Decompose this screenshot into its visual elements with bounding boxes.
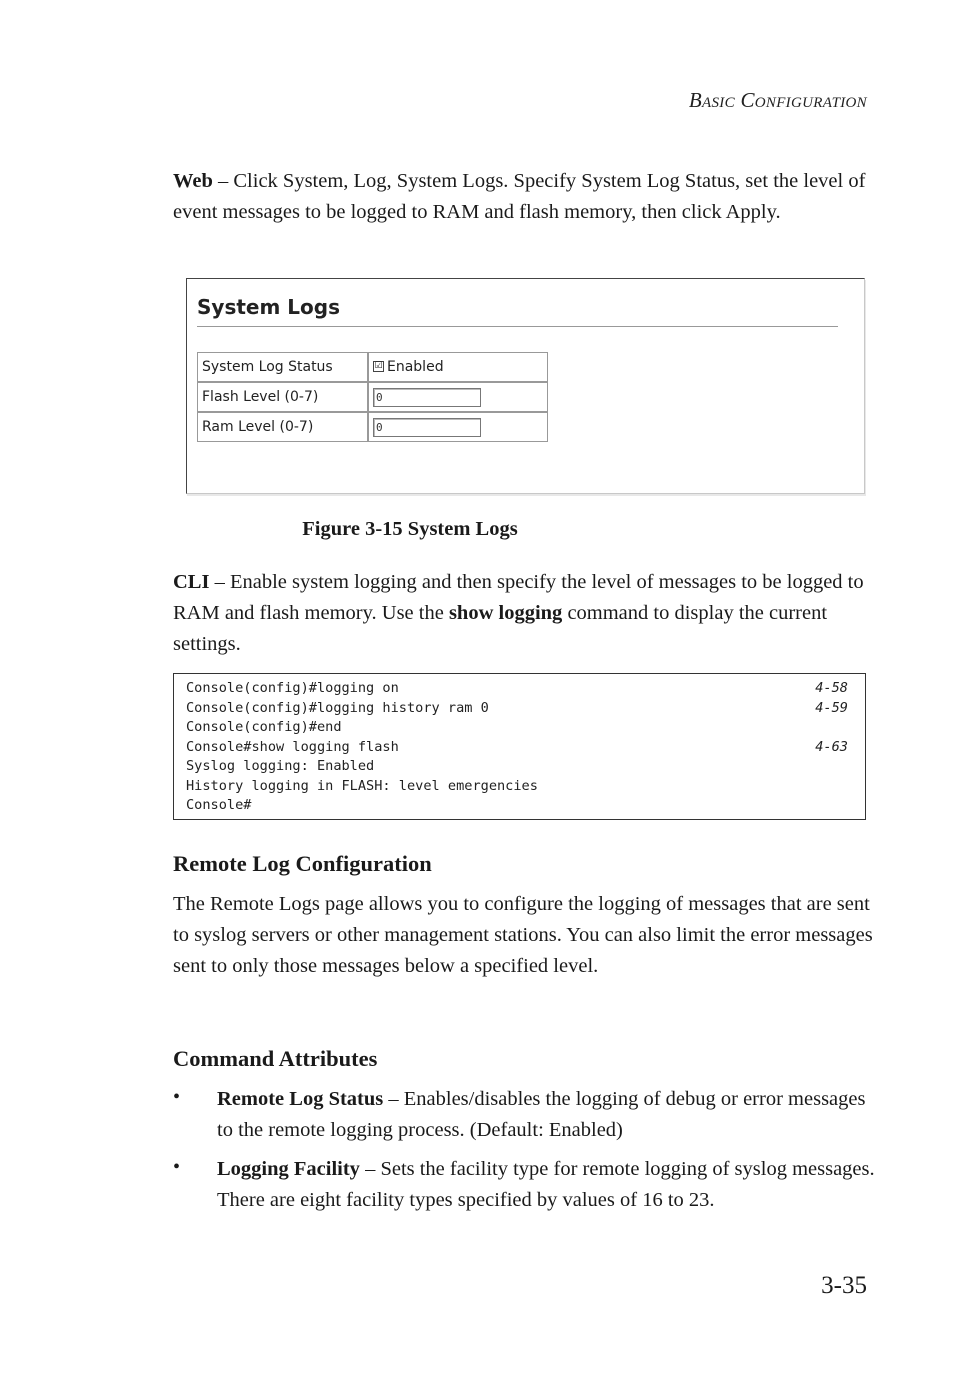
ram-level-label: Ram Level (0-7) <box>197 412 368 442</box>
form-row-flash <box>197 382 548 412</box>
flash-level-input[interactable]: 0 <box>373 388 481 407</box>
system-logs-panel <box>186 278 865 494</box>
page-reference: 4-59 <box>815 699 848 716</box>
remote-log-heading: Remote Log Configuration <box>173 851 432 876</box>
figure-caption: Figure 3-15 System Logs <box>302 518 518 540</box>
system-log-status-cell <box>368 352 548 382</box>
bullet-marker: • <box>173 1086 181 1108</box>
page-reference: 4-58 <box>815 680 848 696</box>
code-line: Console#show logging flash <box>186 738 399 755</box>
code-line: Syslog logging: Enabled <box>186 758 375 774</box>
web-lead: Web <box>173 170 213 192</box>
code-line: Console(config)#logging on <box>186 680 399 696</box>
bullet-logging-facility: Logging Facility – Sets the facility type for remote logging of syslog messages. There are eight facility types specified by values of 16 to 23. <box>217 1158 875 1211</box>
page-number: 3-35 <box>821 1272 867 1299</box>
form-row-ram <box>197 412 548 442</box>
running-header: BASIC CONFIGURATION <box>688 88 867 112</box>
command-attributes-heading: Command Attributes <box>173 1046 378 1071</box>
web-paragraph: Web – Click System, Log, System Logs. Specify System Log Status, set the level of event messages to be logged to RAM and flash memory, then click Apply. <box>173 170 866 223</box>
remote-log-paragraph: The Remote Logs page allows you to configure the logging of messages that are sent to syslog servers or other management stations. You can also limit the error messages sent to only those messages below a specified level. <box>173 893 873 977</box>
flash-level-label: Flash Level (0-7) <box>197 382 368 412</box>
panel-title: System Logs <box>197 295 340 319</box>
cli-paragraph: CLI – Enable system logging and then specify the level of messages to be logged to RAM and flash memory. Use the show logging command to display the current settings. <box>173 571 864 655</box>
bullet-marker: • <box>173 1156 181 1178</box>
enabled-label: Enabled <box>387 359 444 375</box>
code-line: Console# <box>186 797 252 813</box>
bullet-remote-log-status: Remote Log Status – Enables/disables the logging of debug or error messages to the remote logging process. (Default: Enabled) <box>217 1088 866 1141</box>
code-line: Console(config)#end <box>186 719 342 735</box>
show-logging-command: show logging <box>448 602 563 624</box>
form-row-status <box>197 352 548 382</box>
enabled-checkbox[interactable]: ☑ <box>374 360 383 371</box>
system-log-status-label: System Log Status <box>197 352 368 382</box>
ram-level-cell <box>368 412 548 442</box>
system-logs-form <box>197 352 548 442</box>
page-reference: 4-63 <box>815 738 848 755</box>
ram-level-input[interactable]: 0 <box>373 418 481 437</box>
cli-code-box <box>173 673 866 820</box>
flash-level-cell <box>368 382 548 412</box>
code-line: Console(config)#logging history ram 0 <box>186 699 489 716</box>
code-line: History logging in FLASH: level emergencies <box>186 777 538 794</box>
panel-divider <box>197 326 838 327</box>
cli-lead: CLI <box>173 571 210 593</box>
